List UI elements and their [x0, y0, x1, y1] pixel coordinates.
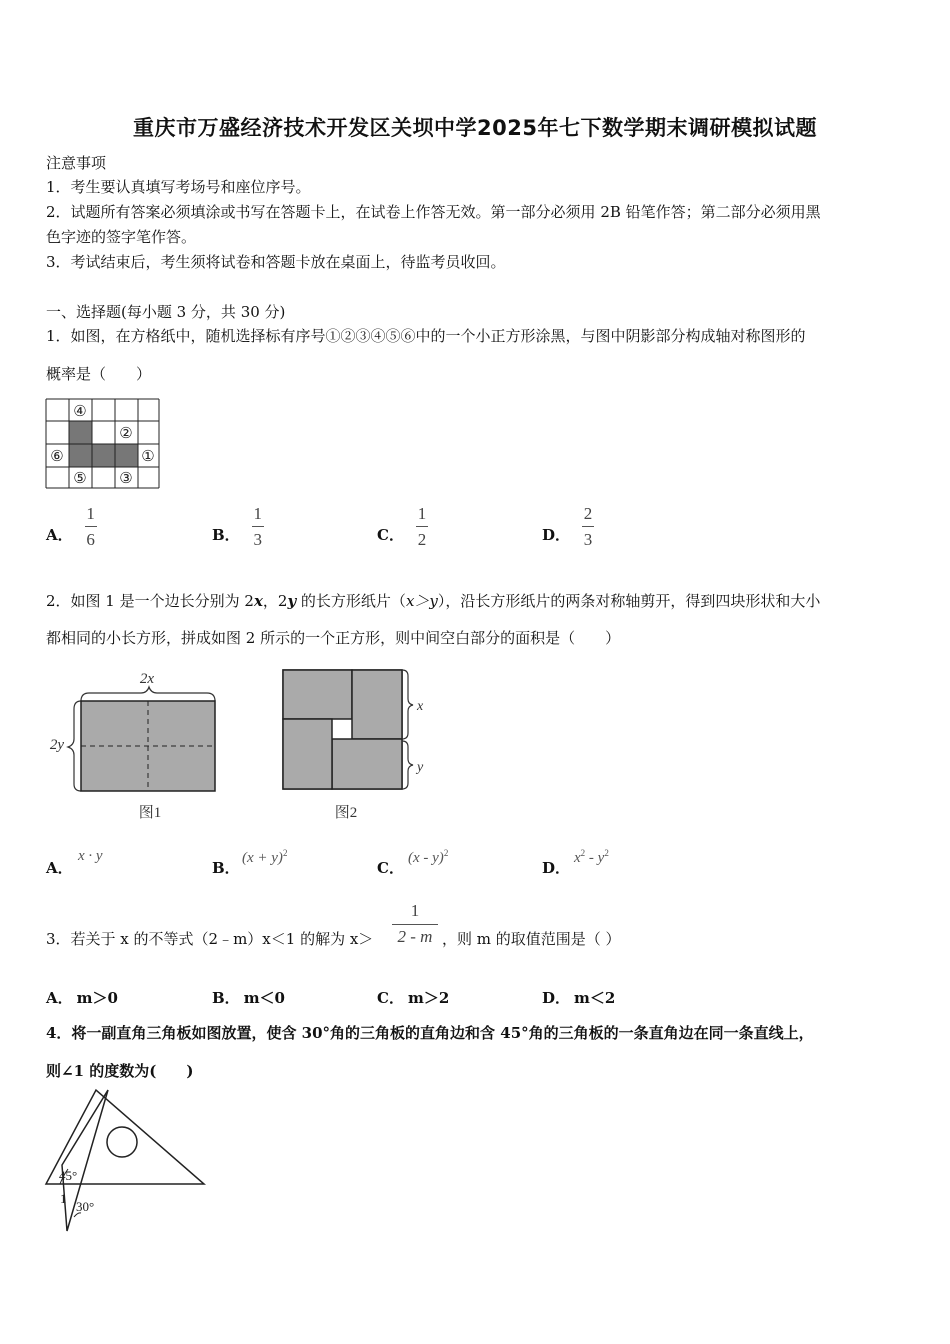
option-letter: D．	[542, 989, 571, 1007]
angle-label-30: 30°	[76, 1199, 95, 1214]
option-fraction	[252, 505, 264, 549]
option-text: m＞0	[76, 989, 118, 1007]
option-letter: C．	[377, 859, 404, 877]
option-letter: C．	[377, 989, 404, 1007]
notice-item: 2．试题所有答案必须填涂或书写在答题卡上，在试卷上作答无效。第一部分必须用 2B 铅笔作答；第二部分必须用黑	[46, 203, 821, 221]
q2-text-line2: 都相同的小长方形，拼成如图 2 所示的一个正方形，则中间空白部分的面积是（ ）	[46, 629, 621, 647]
grid-label: ⑥	[50, 449, 64, 465]
fraction-numerator: 2	[583, 504, 593, 523]
q3-option-d[interactable]	[542, 987, 615, 1009]
q3-prefix: 3．若关于 x 的不等式（2﹣m）x＜1 的解为 x＞	[46, 930, 374, 948]
notice-item: 色字迹的签字笔作答。	[46, 228, 197, 246]
brace-side	[68, 701, 81, 791]
fraction-numerator: 1	[410, 901, 420, 920]
option-letter: B．	[212, 989, 240, 1007]
fraction-numerator: 1	[86, 504, 95, 523]
option-letter: D．	[542, 526, 571, 544]
small-rectangle	[283, 719, 332, 789]
notice-item: 1．考生要认真填写考场号和座位序号。	[46, 178, 311, 196]
q1-option-c[interactable]	[377, 505, 428, 549]
fig2-caption: 图2	[334, 805, 358, 821]
formula-body: x	[574, 850, 581, 866]
q1-option-b[interactable]	[212, 505, 264, 549]
fig2-label-x: x	[417, 699, 424, 714]
brace-top	[81, 687, 215, 701]
shaded-cell	[69, 421, 92, 444]
fraction-numerator: 1	[417, 504, 427, 523]
formula-exponent: 2	[580, 848, 586, 858]
option-fraction	[85, 505, 97, 549]
grid-label: ③	[119, 471, 133, 487]
notice-heading: 注意事项	[46, 154, 107, 172]
option-letter: A．	[46, 859, 73, 877]
formula-body: (x - y)	[408, 850, 444, 866]
q2-option-d[interactable]	[542, 846, 692, 876]
fraction-denominator: 2 - m	[397, 927, 433, 946]
text-segment: ），沿长方形纸片的两条对称轴剪开，得到四块形状和大小	[437, 592, 821, 610]
condition: x＞y	[405, 592, 438, 610]
small-rectangle	[352, 670, 402, 739]
var-y: y	[287, 592, 297, 610]
text-segment: ，2	[262, 592, 288, 610]
option-letter: B．	[212, 526, 240, 544]
triangle-hole	[107, 1127, 137, 1157]
q1-option-a[interactable]	[46, 505, 97, 549]
shaded-cell	[69, 444, 92, 467]
fraction-denominator: 3	[253, 530, 262, 549]
q2-option-c[interactable]	[377, 846, 527, 876]
text-segment: 2．如图 1 是一个边长分别为 2	[46, 592, 254, 610]
fig1-side-label: 2y	[49, 737, 65, 753]
fraction-denominator: 3	[583, 530, 593, 549]
q3-option-b[interactable]	[212, 987, 285, 1009]
formula-exponent: 2	[443, 848, 449, 858]
option-formula	[408, 848, 448, 867]
var-x: x	[253, 592, 263, 610]
option-letter: A．	[46, 989, 73, 1007]
formula-exponent: 2	[282, 848, 288, 858]
formula-exponent: 2	[604, 848, 609, 858]
fraction-numerator: 1	[253, 504, 262, 523]
q2-option-a[interactable]	[46, 846, 196, 876]
option-formula	[242, 848, 287, 867]
option-letter: A．	[46, 526, 73, 544]
option-fraction	[582, 505, 594, 549]
grid-label: ④	[73, 404, 87, 420]
q4-text-line2: 则∠1 的度数为( )	[46, 1062, 194, 1080]
q3-option-a[interactable]	[46, 987, 118, 1009]
fraction-denominator: 2	[417, 530, 427, 549]
grid-label: ①	[141, 449, 155, 465]
option-text: m＞2	[407, 989, 450, 1007]
formula-body: (x + y)	[242, 850, 283, 866]
angle-label-45: 45°	[59, 1168, 78, 1183]
q3-suffix: ，则 m 的取值范围是（ ）	[442, 930, 621, 948]
option-formula: x · y	[78, 848, 103, 864]
option-letter: C．	[377, 526, 404, 544]
option-fraction	[416, 505, 428, 549]
option-text: m＜2	[574, 989, 616, 1007]
small-rectangle	[332, 739, 402, 789]
brace-x	[402, 670, 413, 739]
shaded-cell	[92, 444, 115, 467]
q1-text-line1: 1．如图，在方格纸中，随机选择标有序号①②③④⑤⑥中的一个小正方形涂黑，与图中阴影部分构成轴对称图形的	[46, 327, 806, 345]
q3-text	[46, 928, 373, 950]
fig2-label-y: y	[417, 760, 424, 775]
angle-label-1: 1	[60, 1191, 67, 1206]
shaded-cell	[115, 444, 138, 467]
text-segment: 的长方形纸片（	[296, 592, 406, 610]
q4-triangles-figure	[44, 1085, 209, 1235]
q3-fraction	[392, 902, 438, 946]
option-letter: B．	[212, 859, 240, 877]
section-heading: 一、选择题(每小题 3 分，共 30 分)	[46, 303, 286, 321]
q2-option-b[interactable]	[212, 846, 362, 876]
small-rectangle	[283, 670, 352, 719]
q1-option-d[interactable]	[542, 505, 594, 549]
q1-grid-figure	[45, 398, 161, 490]
option-letter: D．	[542, 859, 571, 877]
option-text: m＜0	[243, 989, 285, 1007]
fraction-denominator: 6	[86, 530, 95, 549]
q3-option-c[interactable]	[377, 987, 449, 1009]
option-formula	[574, 848, 609, 867]
q2-text-line1	[46, 590, 820, 612]
q2-figure-2	[280, 663, 430, 828]
grid-label: ②	[119, 426, 133, 442]
page-title: 重庆市万盛经济技术开发区关坝中学2025年七下数学期末调研模拟试题	[133, 116, 817, 140]
brace-y	[402, 741, 413, 789]
q4-text-line1: 4．将一副直角三角板如图放置，使含 30°角的三角板的直角边和含 45°角的三角板的一条直角边在同一条直线上，	[46, 1024, 814, 1042]
notice-item: 3．考试结束后，考生须将试卷和答题卡放在桌面上，待监考员收回。	[46, 253, 506, 271]
fig1-top-label: 2x	[139, 671, 155, 687]
fig1-caption: 图1	[138, 805, 162, 821]
formula-body: - y	[585, 850, 605, 866]
grid-label: ⑤	[73, 471, 87, 487]
q2-figure-1	[45, 663, 225, 828]
q1-text-line2: 概率是（ ）	[46, 365, 152, 383]
